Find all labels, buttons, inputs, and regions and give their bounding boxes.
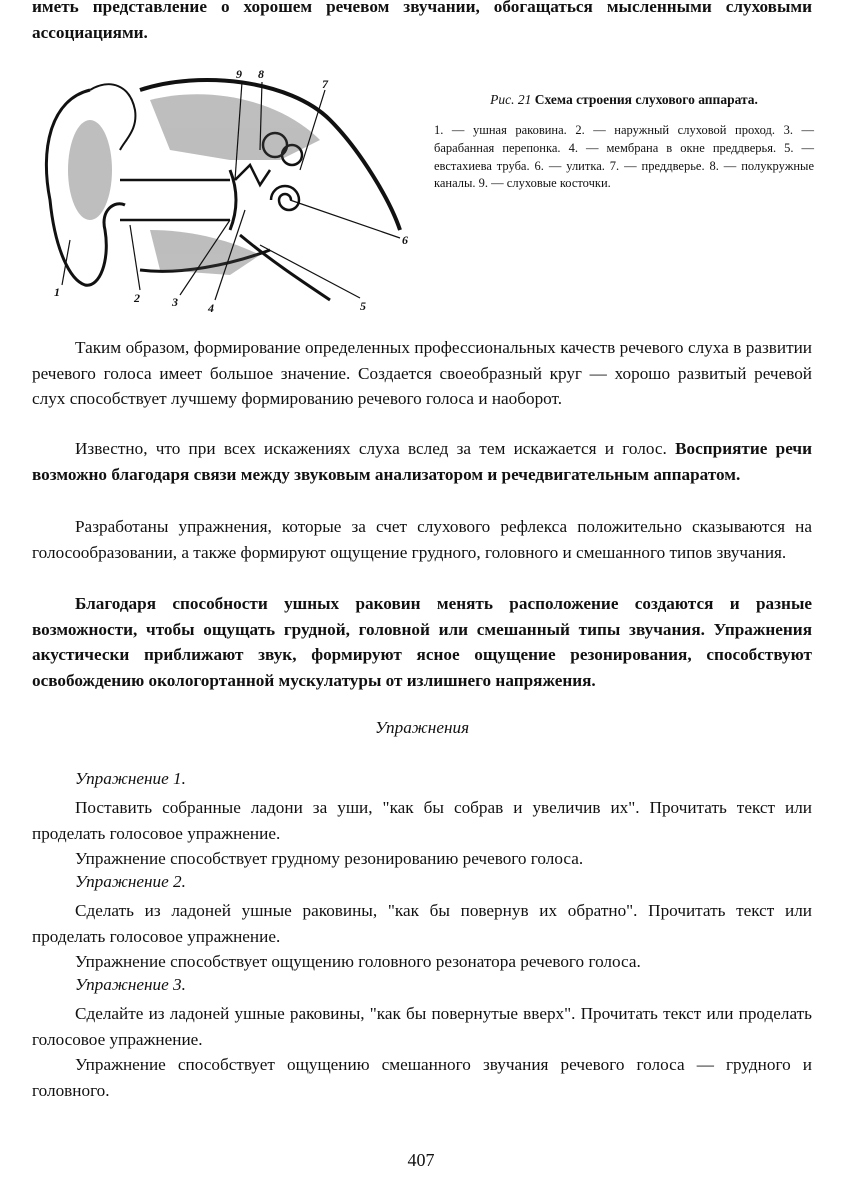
- exercise-title: Упражнение 1.: [75, 769, 186, 788]
- page-number: 407: [407, 1150, 435, 1170]
- ear-diagram: [30, 60, 430, 320]
- section-title: Упражнения: [374, 718, 470, 737]
- exercise-effect: Упражнение способствует ощущению головного резонатора речевого голоса.: [75, 952, 641, 971]
- paragraph: Разработаны упражнения, которые за счет слухового рефлекса положительно сказываются на голосообразовании, а также формируют ощущение грудного, головного и смешанного типов звучания.: [32, 517, 812, 562]
- label-3: 3: [172, 295, 178, 309]
- label-1: 1: [54, 285, 60, 299]
- label-2: 2: [134, 291, 140, 305]
- ossicles: [235, 165, 270, 185]
- paragraph: Благодаря способности ушных раковин менять расположение создаются и разные возможности, чтобы ощущать грудной, головной или смешанный типы звучания. Упражнения акустически приближают звук, формируют ясное ощущение резонирования, способствуют освобождению окологортанной мускулатуры от излишнего напряжения.: [32, 594, 812, 690]
- paragraph-text: Известно, что при всех искажениях слуха вслед за тем искажается и голос.: [75, 439, 667, 458]
- top-text: иметь представление о хорошем речевом звучании, обогащаться мысленными слуховыми ассоциациями.: [32, 0, 812, 42]
- label-7: 7: [322, 77, 328, 91]
- exercise-instruction: Поставить собранные ладони за уши, "как бы собрав и увеличив их". Прочитать текст или проделать голосовое упражнение.: [32, 798, 812, 843]
- label-4: 4: [208, 301, 214, 315]
- caption-legend: 1. — ушная раковина. 2. — наружный слуховой проход. 3. — барабанная перепонка. 4. — мембрана в окне преддверья. 5. — евстахиева труба. 6. — улитка. 7. — преддверье. 8. — полукружные каналы. 9. — слуховые косточки.: [434, 123, 814, 191]
- ear-canal: [120, 180, 230, 220]
- exercise-title: Упражнение 3.: [75, 975, 186, 994]
- label-6: 6: [402, 233, 408, 247]
- paragraph: Таким образом, формирование определенных профессиональных качеств речевого слуха в развитии речевого голоса имеет большое значение. Создается своеобразный круг — хорошо развитый речевой слух способствует лучшему формированию речевого голоса и наоборот.: [32, 338, 812, 408]
- exercise-title: Упражнение 2.: [75, 872, 186, 891]
- eustachian-tube: [240, 235, 330, 300]
- caption-title: Рис. 21 Схема строения слухового аппарата.: [490, 92, 758, 107]
- exercise-instruction: Сделать из ладоней ушные раковины, "как бы повернув их обратно". Прочитать текст или проделать голосовое упражнение.: [32, 901, 812, 946]
- label-8: 8: [258, 67, 264, 81]
- label-5: 5: [360, 299, 366, 313]
- paragraph-emphasis: Восприятие речи возможно благодаря связи между звуковым анализатором и речедвигательным аппаратом.: [32, 439, 813, 484]
- cochlea: [271, 186, 299, 210]
- exercise-effect: Упражнение способствует ощущению смешанного звучания речевого голоса — грудного и головного.: [32, 1055, 812, 1100]
- exercise-effect: Упражнение способствует грудному резонированию речевого голоса.: [75, 849, 584, 868]
- label-9: 9: [236, 67, 242, 81]
- figure-caption: [434, 92, 814, 193]
- paragraph: [32, 436, 812, 487]
- exercise-instruction: Сделайте из ладоней ушные раковины, "как бы повернутые вверх". Прочитать текст или проделать голосовое упражнение.: [32, 1004, 812, 1049]
